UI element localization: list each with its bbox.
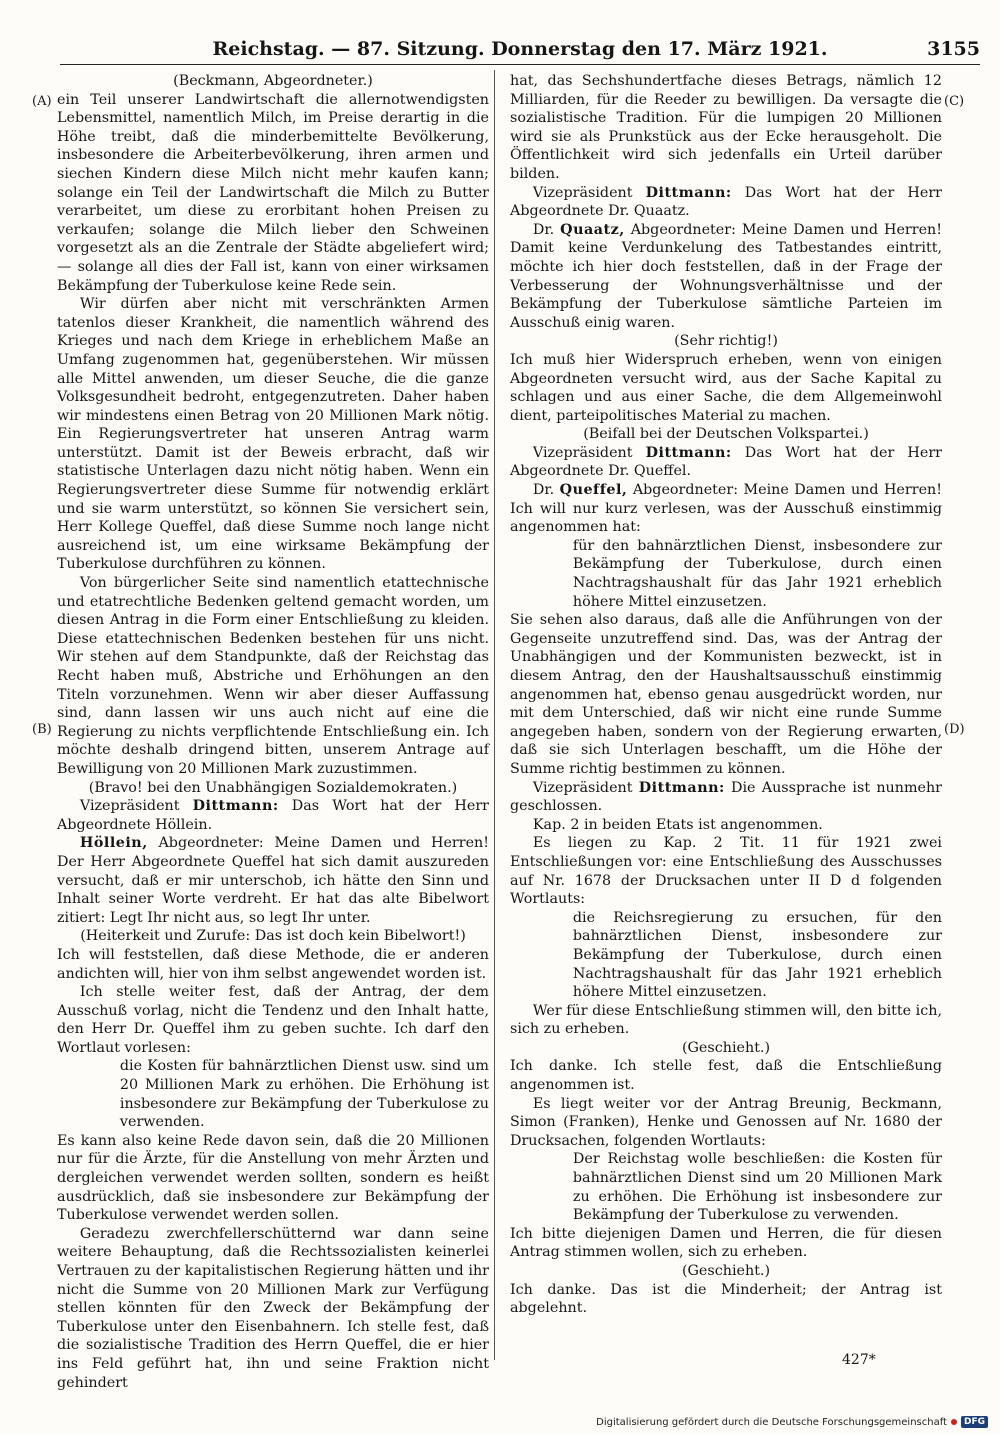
dfg-logo: DFG — [961, 1416, 988, 1428]
speaker-paragraph — [510, 779, 942, 816]
stage-direction: (Sehr richtig!) — [674, 333, 778, 350]
paragraph: Wer für diese Entschließung stimmen will, den bitte ich, sich zu erheben. — [510, 1002, 942, 1038]
speaker-title: Vizepräsident — [532, 184, 646, 201]
quoted-motion: Der Reichstag wolle beschließen: die Kosten für bahnärztlichen Dienst sind um 20 Millionen Mark zu erhöhen. Die Erhöhung ist insbesondere zur Bekämpfung der Tuberkulose zu verwenden. — [572, 1151, 942, 1224]
speaker-name: Dittmann: — [192, 798, 279, 815]
speech-text: Das Wort hat der Herr Abgeordnete Dr. Queffel. — [510, 444, 942, 480]
signature-mark: 427* — [842, 1352, 876, 1368]
stage-direction: (Geschieht.) — [681, 1263, 771, 1279]
paragraph: Kap. 2 in beiden Etats ist angenommen. — [532, 816, 823, 833]
speaker-paragraph — [510, 221, 942, 333]
speech-text: Abgeordneter: Meine Damen und Herren! Ich will nur kurz verlesen, was der Ausschuß einstimmig angenommen hat: — [510, 482, 942, 536]
margin-marker-c: (C) — [944, 94, 965, 109]
paragraph: Ich bitte diejenigen Damen und Herren, die für diesen Antrag stimmen wollen, sich zu erheben. — [510, 1225, 942, 1261]
paragraph: Es liegt weiter vor der Antrag Breunig, Beckmann, Simon (Franken), Henke und Genossen auf Nr. 1680 der Drucksachen, folgenden Wortlauts: — [510, 1095, 942, 1149]
paragraph: Ich danke. Das ist die Minderheit; der Antrag ist abgelehnt. — [510, 1281, 942, 1317]
paragraph: Es kann also keine Rede davon sein, daß die 20 Millionen nur für die Ärzte, für die Anstellung von mehr Ärzten und dergleichen verwendet werden sollten, sondern es heißt ausdrücklich, daß sie insbesondere zur Bekämpfung der Tuberkulose verwendet werden sollen. — [57, 1132, 489, 1224]
margin-marker-a: (A) — [32, 94, 52, 109]
speaker-paragraph — [57, 797, 489, 834]
speech-text: Abgeordneter: Meine Damen und Herren! Damit keine Verdunkelung des Tatbestandes eintritt, möchte ich hier doch feststellen, daß in der Frage der Verbesserung der Wohnungsverhältnisse und der Bekämpfung der Tuberkulose sämtliche Parteien im Ausschuß einig waren. — [510, 221, 942, 331]
speaker-title: Vizepräsident — [79, 798, 193, 815]
stage-direction: (Geschieht.) — [681, 1039, 771, 1056]
paragraph: Von bürgerlicher Seite sind namentlich etattechnische und etatrechtliche Bedenken geltend gemacht worden, um diesen Antrag in die Form einer Entschließung zu kleiden. Diese etattechnischen Bedenken bestehen für uns nicht. Wir stehen auf dem Standpunkte, daß der Reichstag das Recht haben muß, Abstriche und Erhöhungen an den Titeln vorzunehmen. Wenn wir aber dieser Auffassung sind, dann lassen wir uns auch nicht auf eine die Regierung zu nichts verpflichtende Entschließung ein. Ich möchte deshalb dringend bitten, unserem Antrage auf Bewilligung von 20 Millionen Mark zuzustimmen. — [57, 575, 489, 777]
paragraph: Ich danke. Ich stelle fest, daß die Entschließung angenommen ist. — [510, 1058, 942, 1094]
speech-text: Die Aussprache ist nunmehr geschlossen. — [510, 779, 943, 815]
speech-text: Das Wort hat der Herr Abgeordnete Höllein. — [57, 798, 489, 833]
speaker-name: Quaatz, — [560, 221, 625, 238]
speaker-paragraph — [510, 184, 942, 221]
paragraph: hat, das Sechshundertfache dieses Betrags, nämlich 12 Milliarden, für die Reeder zu bewilligen. Da versagte die sozialistische Tradition. Für die lumpigen 20 Millionen wird sie als Prunkstück aus der Ecke herausgeholt. Die Öffentlichkeit wird sich jedenfalls ein Urteil darüber bilden. — [510, 73, 942, 182]
paragraph: Wir dürfen aber nicht mit verschränkten Armen tatenlos dieser Krankheit, die namentlich während des Krieges und nach dem Kriege in erheblichem Maße an Umfang zugenommen hat, gegenüberstehen. Wir müssen alle Mittel anwenden, um dieser Seuche, die die ganze Volksgesundheit bedroht, entgegenzutreten. Daher haben wir mindestens einen Betrag von 20 Millionen Mark nötig. Ein Regierungsvertreter hat unseren Antrag warm unterstützt. Damit ist der Beweis erbracht, daß wir statistische Unterlagen dazu nicht nötig haben. Wenn ein Regierungsvertreter diese Summe für notwendig erklärt und sie warm unterstützt, so können Sie versichert sein, Herr Kollege Queffel, daß diese Summe noch lange nicht ausreichend ist, um eine wirksame Bekämpfung der Tuberkulose durchführen zu können. — [57, 296, 489, 573]
stage-direction: (Beifall bei der Deutschen Volkspartei.) — [583, 426, 869, 443]
paragraph: Es liegen zu Kap. 2 Tit. 11 für 1921 zwei Entschließungen vor: eine Entschließung des Ausschusses auf Nr. 1678 der Drucksachen unter II D d folgenden Wortlauts: — [510, 835, 942, 908]
speaker-title: Dr. — [532, 482, 560, 499]
margin-marker-b: (B) — [32, 722, 52, 737]
quoted-motion: die Reichsregierung zu ersuchen, für den bahnärztlichen Dienst, insbesondere zur Bekämpfung der Tuberkulose, durch einen Nachtragshaushalt für das Jahr 1921 erheblich höhere Mittel einzusetzen. — [572, 909, 942, 1001]
paragraph: Geradezu zwerchfellerschütternd war dann seine weitere Behauptung, daß die Rechtssozialisten keinerlei Vertrauen zu der kapitalistischen Regierung hätten und ihr nicht die Summe von 20 Millionen Mark zur Verfügung stellen könnten für den Zweck der Bekämpfung der Tuberkulose unter den Eisenbahnern. Ich stelle fest, daß die sozialistische Tradition des Herrn Queffel, die er hier ins Feld geführt hat, ihn und seine Fraktion nicht gehindert — [57, 1225, 489, 1391]
right-column — [510, 72, 942, 1318]
paragraph: Sie sehen also daraus, daß alle die Anführungen von der Gegenseite unzutreffend sind. Das, was der Antrag der Unabhängigen und der Kommunisten bezweckt, ist in diesem Antrag, den der Haushaltsausschuß einstimmig angenommen hat, ebenso genau ausgedrückt worden, nur mit dem Unterschied, daß wir nicht eine runde Summe angegeben haben, sondern von der Regierung erwarten, daß sie sich Unterlagen beschafft, um die Höhe der Summe richtig bestimmen zu können. — [510, 612, 942, 777]
margin-marker-d: (D) — [944, 722, 965, 737]
paragraph: ein Teil unserer Landwirtschaft die allernotwendigsten Lebensmittel, namentlich Milch, im Preise derartig in die Höhe treibt, daß die minderbemittelte Bevölkerung, insbesondere die Arbeiterbevölkerung, ihren armen und siechen Kindern diese Milch nicht mehr kaufen kann; solange ein Teil der Landwirtschaft die Milch zu Butter verarbeitet, um diese zu erorbitant hohen Preisen zu verkaufen; solange die Milch lieber den Schweinen vorgesetzt als an die Zentrale der Städte abgeliefert wird; — solange all dies der Fall ist, kann von einer wirksamen Bekämpfung der Tuberkulose keine Rede sein. — [57, 91, 489, 294]
stage-direction: (Bravo! bei den Unabhängigen Sozialdemokraten.) — [88, 779, 458, 796]
paragraph: Ich will feststellen, daß diese Methode, die er anderen andichten will, hier von ihm selbst angewendet worden ist. — [57, 946, 489, 982]
footer — [596, 1414, 988, 1430]
column-divider — [494, 70, 495, 1360]
quoted-motion: die Kosten für bahnärztlichen Dienst usw. sind um 20 Millionen Mark zu erhöhen. Die Erhöhung ist insbesondere zur Bekämpfung der Tuberkulose zu verwenden. — [119, 1058, 489, 1131]
page-title: Reichstag. — 87. Sitzung. Donnerstag den 17. März 1921. — [212, 38, 828, 60]
speech-text: Das Wort hat der Herr Abgeordnete Dr. Quaatz. — [510, 184, 942, 220]
speaker-name: Dittmann: — [645, 184, 732, 201]
speaker-title: Vizepräsident — [532, 444, 646, 461]
paragraph: Ich muß hier Widerspruch erheben, wenn von einigen Abgeordneten versucht wird, aus der Sache Kapital zu schlagen und aus einer Sache, die dem Allgemeinwohl dient, parteipolitisches Material zu machen. — [510, 351, 942, 424]
speaker-name: Höllein, — [79, 835, 148, 852]
stage-direction: (Heiterkeit und Zurufe: Das ist doch kein Bibelwort!) — [80, 928, 466, 945]
footer-text: Digitalisierung gefördert durch die Deutsche Forschungsgemeinschaft — [596, 1416, 947, 1428]
red-dot-icon — [951, 1419, 957, 1425]
speaker-title: Dr. — [532, 221, 561, 238]
speaker-paragraph — [510, 481, 942, 537]
speaker-title: Vizepräsident — [532, 779, 639, 796]
speaker-name: Queffel, — [559, 482, 628, 499]
speech-text: Abgeordneter: Meine Damen und Herren! Der Herr Abgeordnete Queffel hat sich damit auszureden versucht, daß er mir unterschob, ich hätte den Sinn und Inhalt seiner Worte verdreht. Er hat das alte Bibelwort zitiert: Legt Ihr nicht aus, so legt Ihr unter. — [57, 835, 489, 926]
speaker-name: Dittmann: — [638, 779, 725, 796]
paragraph: Ich stelle weiter fest, daß der Antrag, der dem Ausschuß vorlag, nicht die Tendenz und den Inhalt hatte, den Herr Dr. Queffel ihm zu geben suchte. Ich darf den Wortlaut vorlesen: — [57, 984, 489, 1056]
left-column — [57, 72, 489, 1392]
page-header — [60, 36, 980, 65]
speaker-paragraph — [57, 834, 489, 927]
stage-direction: (Beckmann, Abgeordneter.) — [173, 73, 373, 89]
speaker-name: Dittmann: — [645, 444, 732, 461]
page-number: 3155 — [927, 38, 980, 60]
quoted-motion: für den bahnärztlichen Dienst, insbesondere zur Bekämpfung der Tuberkulose, durch einen Nachtragshaushalt für das Jahr 1921 erheblich höhere Mittel einzusetzen. — [572, 537, 942, 610]
speaker-paragraph — [510, 444, 942, 481]
